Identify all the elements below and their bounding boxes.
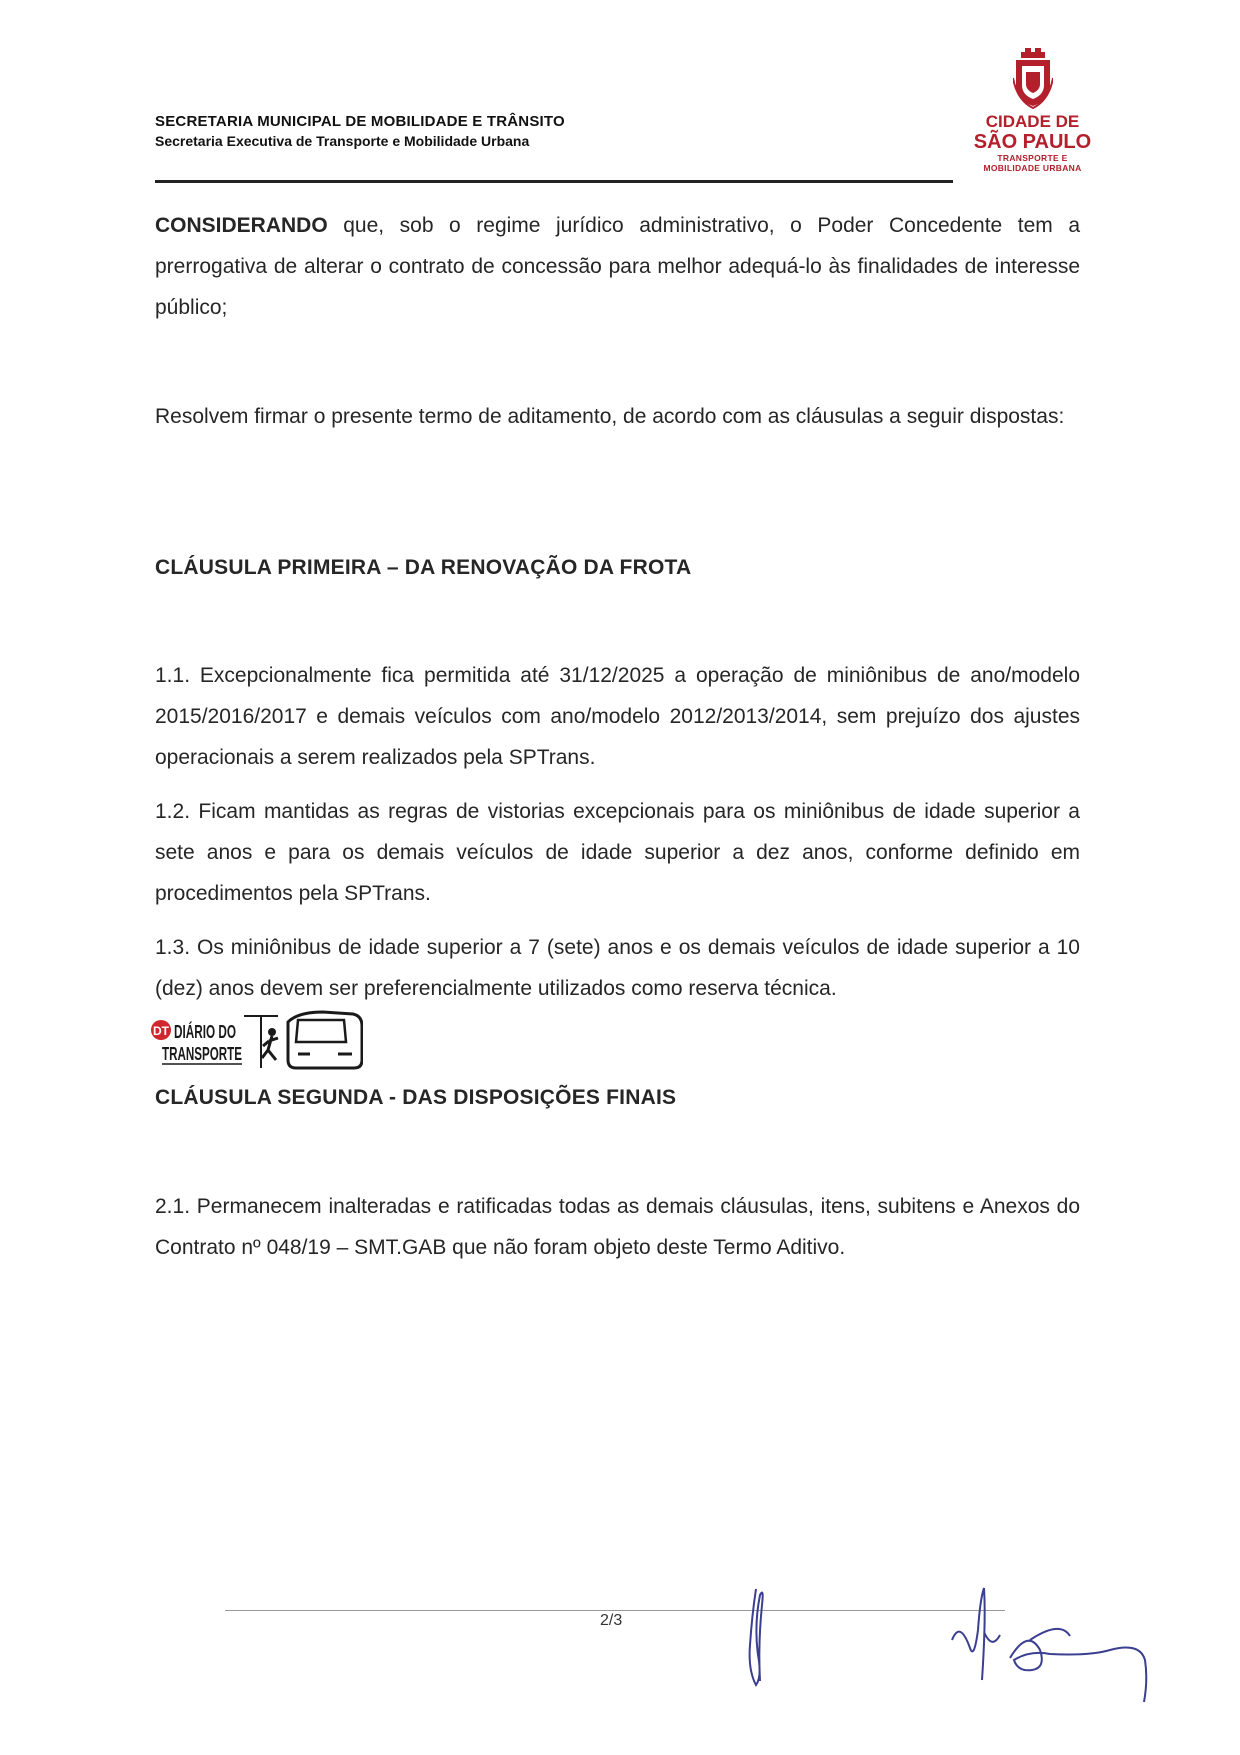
clausula-segunda-title: CLÁUSULA SEGUNDA - DAS DISPOSIÇÕES FINAIS xyxy=(155,1086,677,1109)
clause-2-1: 2.1. Permanecem inalteradas e ratificadas todas as demais cláusulas, itens, subitens e Anexos do Contrato nº 048/19 – SMT.GAB que não foram objeto deste Termo Aditivo. xyxy=(155,1195,1080,1259)
header-divider xyxy=(155,180,953,183)
coat-of-arms-icon xyxy=(1013,48,1053,110)
considerando-text: que, sob o regime jurídico administrativo, o Poder Concedente tem a prerrogativa de alterar o contrato de concessão para melhor adequá-lo às finalidades de interesse público; xyxy=(155,214,1080,319)
logo-line-cidade: CIDADE DE xyxy=(985,112,1080,131)
signature-rubric-2 xyxy=(940,1580,1170,1705)
clause-1-2: 1.2. Ficam mantidas as regras de vistorias excepcionais para os miniônibus de idade superior a sete anos e para os demais veículos de idade superior a dez anos, conforme definido em procedimentos pela SPTrans. xyxy=(155,800,1080,905)
footer-divider xyxy=(225,1610,1005,1611)
header-secretaria: SECRETARIA MUNICIPAL DE MOBILIDADE E TRÂNSITO xyxy=(155,113,565,130)
watermark-line1: DIÁRIO DO xyxy=(174,1022,270,1042)
resolvem-paragraph: Resolvem firmar o presente termo de aditamento, de acordo com as cláusulas a seguir dispostas: xyxy=(155,405,1065,428)
considerando-paragraph xyxy=(155,205,1080,328)
header-secretaria-executiva: Secretaria Executiva de Transporte e Mobilidade Urbana xyxy=(155,133,530,149)
logo-line-sao-paulo: SÃO PAULO xyxy=(973,131,1092,153)
clause-1-3: 1.3. Os miniônibus de idade superior a 7 (sete) anos e os demais veículos de idade superior a 10 (dez) anos devem ser preferencialmente utilizados como reserva técnica. xyxy=(155,936,1080,1000)
considerando-lead: CONSIDERANDO xyxy=(155,214,328,237)
logo-line-transporte: TRANSPORTE E xyxy=(997,153,1068,163)
logo-line-mobilidade: MOBILIDADE URBANA xyxy=(983,163,1082,173)
diario-do-transporte-watermark xyxy=(148,1008,363,1080)
clause-1-1: 1.1. Excepcionalmente fica permitida até 31/12/2025 a operação de miniônibus de ano/modelo 2015/2016/2017 e demais veículos com ano/modelo 2012/2013/2014, sem prejuízo dos ajustes operacionais a serem realizados pela SPTrans. xyxy=(155,664,1080,769)
signature-initials-1 xyxy=(740,1585,790,1690)
watermark-line2: TRANSPORTE xyxy=(162,1044,242,1064)
watermark-badge: DT xyxy=(153,1024,169,1038)
city-logo xyxy=(965,48,1100,173)
clausula-primeira-title: CLÁUSULA PRIMEIRA – DA RENOVAÇÃO DA FROTA xyxy=(155,556,692,579)
header-agency xyxy=(155,113,565,149)
page-number: 2/3 xyxy=(600,1612,623,1629)
